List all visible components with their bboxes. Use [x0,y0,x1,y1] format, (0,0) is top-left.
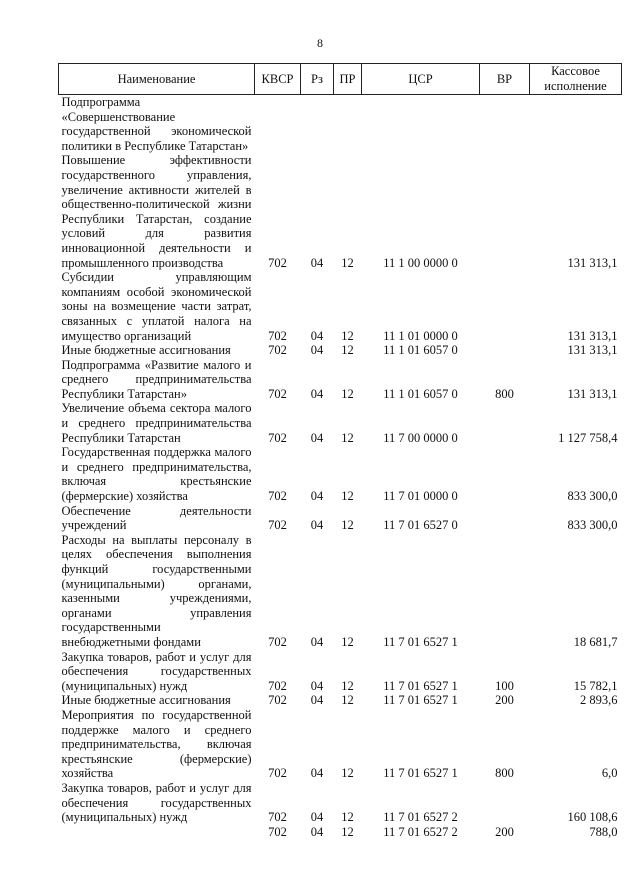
row-csr: 11 7 01 6527 1 [383,678,458,693]
table-row [59,153,622,270]
row-name: Иные бюджетные ассигнования [61,693,231,708]
header-amount: Кассовое исполнение [530,64,622,95]
row-vr: 200 [495,693,514,708]
row-vr [480,270,530,343]
row-kvsr: 702 [268,255,287,270]
row-kvsr: 702 [268,328,287,343]
row-name: Увеличение объема сектора малого и среднего предпринимательства Республики Татарстан [61,401,252,445]
row-rz: 04 [310,678,324,693]
row-csr: 11 7 01 6527 1 [383,693,458,708]
table-row [59,781,622,825]
row-name: Подпрограмма «Совершенствование государственной экономической политики в Республике Татарстан» [61,95,252,153]
row-rz: 04 [310,328,324,343]
row-name: Государственная поддержка малого и среднего предпринимательства, включая крестьянские (фермерские) хозяйства [61,445,252,504]
table-row [59,445,622,503]
table-row [59,533,622,650]
row-vr [480,504,530,533]
row-amount: 1 127 758,4 [558,430,618,445]
row-rz: 04 [310,518,324,533]
table-row [59,708,622,781]
row-name: Иные бюджетные ассигнования [61,343,231,358]
table-row [59,358,622,402]
row-csr: 11 1 00 0000 0 [383,255,458,270]
row-name: Обеспечение деятельности учреждений [61,503,252,533]
table-row [59,693,622,708]
row-rz: 04 [310,255,324,270]
row-vr [480,533,530,650]
row-vr [480,95,530,154]
row-rz: 04 [310,489,324,504]
row-kvsr [255,95,301,154]
row-amount: 131 313,1 [567,343,618,358]
header-name: Наименование [59,64,255,95]
row-vr [480,153,530,270]
table-row [59,401,622,445]
row-kvsr: 702 [268,824,287,839]
row-rz: 04 [310,430,324,445]
header-vr: ВР [480,64,530,95]
header-rz: Рз [301,64,334,95]
row-name: Повышение эффективности государственного управления, увеличение активности жителей в общественно-политической жизни Республики Татарстан, создание условий для развития инновационной деятельности и промышленного производства [61,153,252,270]
row-amount: 833 300,0 [567,489,618,504]
row-pr: 12 [341,328,354,343]
row-csr: 11 7 01 6527 1 [383,766,458,781]
row-rz: 04 [310,824,324,839]
row-name: Расходы на выплаты персоналу в целях обеспечения выполнения функций государственными (муниципальными) органами, казенными учреждениями, органами управления государственными внебюджетными фондами [61,532,252,649]
row-kvsr: 702 [268,489,287,504]
row-amount: 131 313,1 [567,328,618,343]
table-row [59,95,622,154]
row-csr: 11 7 01 6527 0 [383,518,458,533]
row-name: Мероприятия по государственной поддержке малого и среднего предпринимательства, включая крестьянские (фермерские) хозяйства [61,707,252,781]
row-csr: 11 1 01 6057 0 [383,386,458,401]
row-pr: 12 [341,810,354,825]
row-pr: 12 [341,678,354,693]
table-row [59,825,622,840]
table-row [59,270,622,343]
row-pr: 12 [341,693,354,708]
row-pr: 12 [341,343,354,358]
row-vr [480,445,530,503]
row-csr: 11 1 01 0000 0 [383,328,458,343]
row-csr: 11 7 00 0000 0 [383,430,458,445]
row-csr: 11 7 01 6527 1 [383,634,458,649]
row-name [59,825,255,840]
row-rz [301,95,334,154]
row-rz: 04 [310,343,324,358]
row-vr [480,401,530,445]
row-vr: 800 [495,766,514,781]
row-rz: 04 [310,766,324,781]
row-rz: 04 [310,634,324,649]
row-pr: 12 [341,634,354,649]
row-pr: 12 [341,518,354,533]
budget-table [58,63,622,839]
row-vr [480,781,530,825]
row-kvsr: 702 [268,766,287,781]
row-amount: 833 300,0 [567,518,618,533]
table-row [59,650,622,694]
row-vr: 100 [495,678,514,693]
page-number: 8 [317,36,323,50]
row-amount: 15 782,1 [573,678,618,693]
row-amount: 788,0 [589,824,618,839]
row-pr: 12 [341,766,354,781]
row-amount: 18 681,7 [573,634,618,649]
row-pr: 12 [341,824,354,839]
row-amount: 2 893,6 [580,693,618,708]
row-rz: 04 [310,386,324,401]
row-kvsr: 702 [268,634,287,649]
row-amount [530,95,622,154]
header-pr: ПР [334,64,362,95]
row-name: Закупка товаров, работ и услуг для обеспечения государственных (муниципальных) нужд [61,649,252,693]
row-pr: 12 [341,386,354,401]
row-kvsr: 702 [268,386,287,401]
row-amount: 6,0 [601,766,618,781]
table-header-row [59,64,622,95]
row-vr: 200 [495,824,514,839]
header-csr: ЦСР [362,64,480,95]
row-amount: 160 108,6 [567,810,618,825]
row-kvsr: 702 [268,693,287,708]
row-kvsr: 702 [268,343,287,358]
row-csr: 11 7 01 6527 2 [383,810,458,825]
row-pr: 12 [341,430,354,445]
row-kvsr: 702 [268,518,287,533]
row-kvsr: 702 [268,678,287,693]
row-amount: 131 313,1 [567,255,618,270]
row-vr: 800 [495,386,514,401]
row-pr: 12 [341,255,354,270]
row-pr: 12 [341,489,354,504]
row-kvsr: 702 [268,810,287,825]
row-csr: 11 7 01 0000 0 [383,489,458,504]
row-name: Субсидии управляющим компаниям особой экономической зоны на возмещение части затрат, связанных с уплатой налога на имущество организаций [61,270,252,343]
row-csr: 11 1 01 6057 0 [383,343,458,358]
row-amount: 131 313,1 [567,386,618,401]
row-vr [480,343,530,358]
row-csr: 11 7 01 6527 2 [383,824,458,839]
row-name: Подпрограмма «Развитие малого и среднего предпринимательства Республики Татарстан» [61,357,252,401]
row-pr [334,95,362,154]
table-row [59,343,622,358]
row-rz: 04 [310,810,324,825]
row-kvsr: 702 [268,430,287,445]
row-csr [362,95,480,154]
header-kvsr: КВСР [255,64,301,95]
table-row [59,504,622,533]
row-rz: 04 [310,693,324,708]
row-name: Закупка товаров, работ и услуг для обеспечения государственных (муниципальных) нужд [61,780,252,825]
